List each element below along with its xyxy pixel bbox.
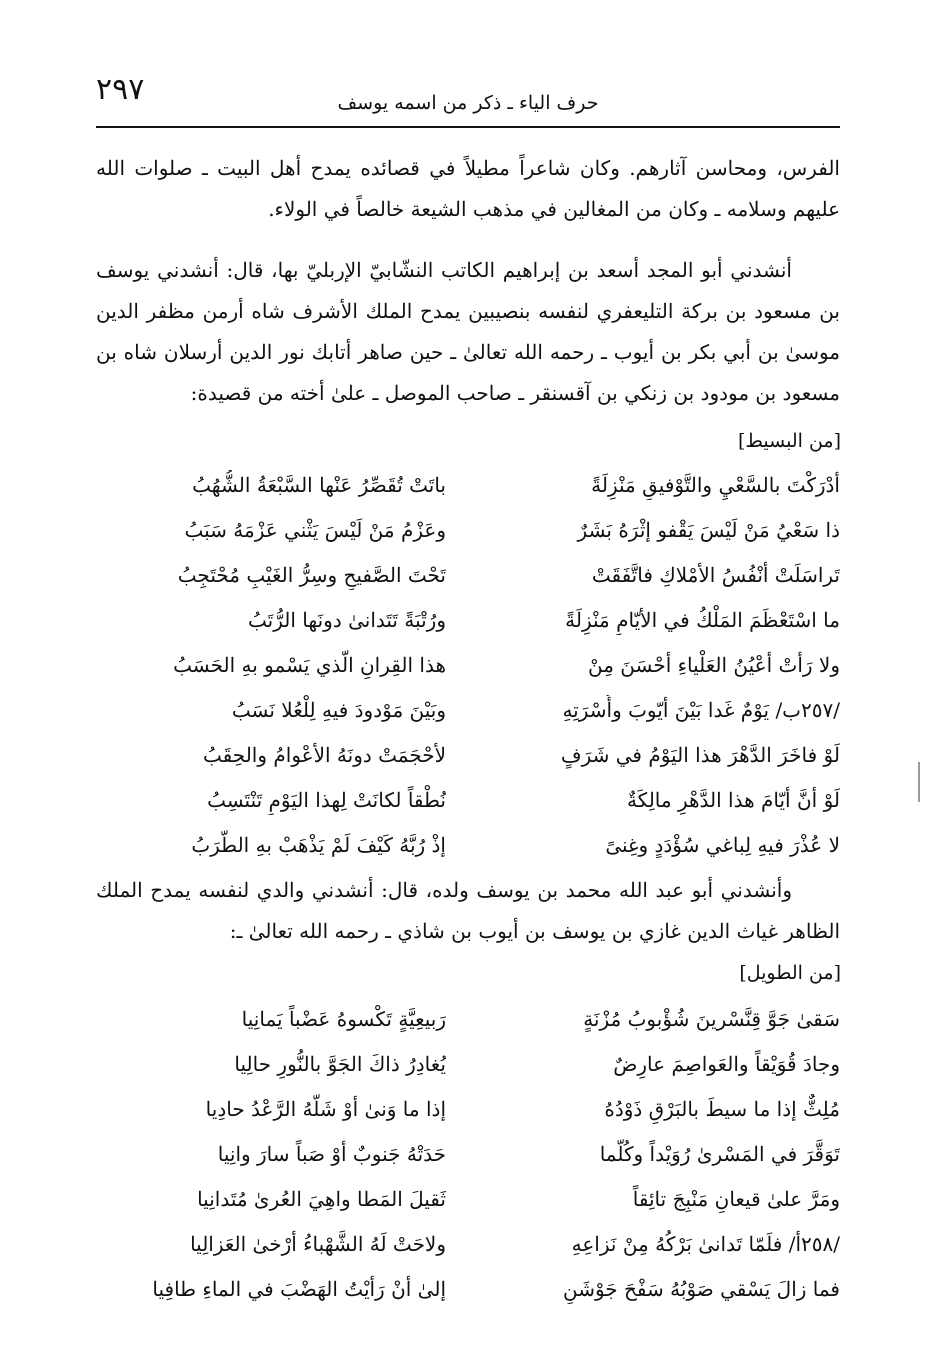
header-rule bbox=[96, 126, 840, 128]
intro-paragraph-poem1: أنشدني أبو المجد أسعد بن إبراهيم الكاتب النشّابيّ الإربليّ بها، قال: أنشدني يوسف بن مسعود بن بركة التليعفري لنفسه بنصيبين يمدح الملك الأشرف شاه أرمن مظفر الدين موسىٰ بن أبي بكر بن أيوب ـ رحمه الله تعالىٰ ـ حين صاهر أتابك نور الدين أرسلان شاه بن مسعود بن مودود بن زنكي بن آقسنقر ـ صاحب الموصل ـ علىٰ أخته من قصيدة: bbox=[96, 258, 840, 405]
verse-line bbox=[96, 777, 840, 822]
verse-line bbox=[96, 507, 840, 552]
first-hemistich: لَوْ فاخَرَ الدَّهْرَ هذا اليَوْمُ في شَرَفٍ bbox=[560, 742, 840, 767]
verse-line bbox=[96, 597, 840, 642]
meter-label-poem1: [من البسيط] bbox=[737, 430, 841, 452]
second-hemistich: ولاحَتْ لَهُ الشَّهْباءُ أرْخىٰ العَزالِيا bbox=[190, 1231, 446, 1256]
intro-paragraph-poem2: وأنشدني أبو عبد الله محمد بن يوسف ولده، قال: أنشدني والدي لنفسه يمدح الملك الظاهر غياث الدين غازي بن يوسف بن أيوب بن شاذي ـ رحمه الله تعالىٰ ـ: bbox=[96, 878, 840, 943]
verse-line bbox=[96, 732, 840, 777]
verse-line bbox=[96, 822, 840, 867]
first-hemistich: أدْرَكْتَ بالسَّعْيِ والتَّوْفيقِ مَنْزِلَةً bbox=[591, 472, 840, 497]
first-hemistich: ذا سَعْيُ مَنْ لَيْسَ يَقْفو إثْرَهُ بَشَرٌ bbox=[577, 517, 840, 542]
poem1-verses bbox=[96, 462, 840, 867]
first-hemistich: تَراسَلَتْ أنْفُسُ الأمْلاكِ فاتَّفَقَتْ bbox=[591, 562, 840, 587]
second-hemistich: وبَيْنَ مَوْدودَ فيهِ لِلْعُلا نَسَبُ bbox=[231, 697, 446, 722]
verse-line bbox=[96, 1041, 840, 1086]
first-hemistich: لا عُذْرَ فيهِ لِباغي سُؤْدَدٍ وغِنىً bbox=[605, 832, 840, 857]
first-hemistich: ولا رَأتْ أعْيُنُ العَلْياءِ أحْسَنَ مِنْ bbox=[587, 652, 840, 677]
verse-line bbox=[96, 996, 840, 1041]
first-hemistich: وجادَ قُوَيْقاً والعَواصِمَ عارِضٌ bbox=[613, 1051, 840, 1076]
second-hemistich: هذا القِرانِ الَّذي يَسْمو بهِ الحَسَبُ bbox=[173, 652, 446, 677]
first-hemistich: لَوْ أنَّ أيّامَ هذا الدَّهْرِ مالِكَةٌ bbox=[626, 787, 840, 812]
second-hemistich: باتَتْ تُقَصِّرُ عَنْها السَّبْعَةُ الشُّهُبُ bbox=[192, 472, 446, 497]
verse-line bbox=[96, 642, 840, 687]
second-hemistich: إلىٰ أنْ رَأيْتُ الهَضْبَ في الماءِ طافِيا bbox=[152, 1276, 446, 1301]
meter-label-poem2: [من الطويل] bbox=[739, 962, 841, 984]
second-hemistich: حَدَتْهُ جَنوبٌ أوْ صَباً سارَ وانِيا bbox=[217, 1141, 446, 1166]
first-hemistich: /٢٥٧ب/ يَوْمٌ غَدا بَيْنَ أيّوبَ وأُسْرَتِهِ bbox=[562, 697, 840, 722]
second-hemistich: ورُتْبَةً تَتَدانىٰ دونَها الرُّتَبُ bbox=[248, 607, 446, 632]
first-hemistich: سَقىٰ جَوَّ قِنَّسْرينَ شُؤْبوبُ مُزْنَةٍ bbox=[583, 1006, 840, 1031]
verse-line bbox=[96, 1221, 840, 1266]
second-hemistich: إذا ما وَنىٰ أوْ شَلَّهُ الرَّعْدُ حادِيا bbox=[205, 1096, 446, 1121]
verse-line bbox=[96, 1176, 840, 1221]
second-hemistich: لأحْجَمَتْ دونَهُ الأعْوامُ والحِقَبُ bbox=[203, 742, 446, 767]
opening-paragraph: الفرس، ومحاسن آثارهم. وكان شاعراً مطيلاً في قصائده يمدح أهل البيت ـ صلوات الله عليهم وسلامه ـ وكان من المغالين في مذهب الشيعة خالصاً في الولاء. bbox=[96, 156, 840, 221]
second-hemistich: ثَقيلَ المَطا واهِيَ العُرىٰ مُتَدانِيا bbox=[197, 1186, 446, 1211]
first-hemistich: مُلِثٌّ إذا ما سيطَ بالبَرْقِ ذَوْدُهُ bbox=[604, 1096, 840, 1121]
running-head: حرف الياء ـ ذكر من اسمه يوسف bbox=[337, 92, 599, 114]
verse-line bbox=[96, 1086, 840, 1131]
poem2-verses bbox=[96, 996, 840, 1311]
first-hemistich: ومَرَّ علىٰ قيعانِ مَنْبِجَ تائِقاً bbox=[632, 1186, 840, 1211]
second-hemistich: وعَزْمُ مَنْ لَيْسَ يَثْني عَزْمَهُ سَبَبُ bbox=[184, 517, 446, 542]
page-number: ٢٩٧ bbox=[96, 72, 145, 107]
second-hemistich: نُطْقاً لكانَتْ لِهذا اليَوْمِ تَنْتَسِبُ bbox=[207, 787, 446, 812]
verse-line bbox=[96, 552, 840, 597]
second-hemistich: يُغادِرُ ذاكَ الجَوَّ بالنُّورِ حالِيا bbox=[234, 1051, 446, 1076]
first-hemistich: /٢٥٨أ/ فلَمّا تَدانىٰ بَرْكُهُ مِنْ نَزاعِهِ bbox=[571, 1231, 840, 1256]
second-hemistich: رَبيعِيَّةٍ تَكْسوهُ عَضْباً يَمانِيا bbox=[241, 1006, 446, 1031]
first-hemistich: فما زالَ يَسْقي صَوْبُهُ سَفْحَ جَوْشَنٍ bbox=[562, 1276, 840, 1301]
first-hemistich: تَوَقَّرَ في المَسْرىٰ رُوَيْداً وكُلَّما bbox=[599, 1141, 840, 1166]
second-hemistich: تَحْتَ الصَّفيحِ وسِرُّ الغَيْبِ مُحْتَجِبُ bbox=[177, 562, 446, 587]
first-hemistich: ما اسْتَعْظَمَ المَلْكُ في الأيّامِ مَنْزِلَةً bbox=[565, 607, 840, 632]
verse-line bbox=[96, 1131, 840, 1176]
margin-mark bbox=[918, 762, 920, 802]
verse-line bbox=[96, 1266, 840, 1311]
second-hemistich: إذْ رُبَّهُ كَيْفَ لَمْ يَذْهَبْ بهِ الطَّرَبُ bbox=[191, 832, 446, 857]
verse-line bbox=[96, 687, 840, 732]
verse-line bbox=[96, 462, 840, 507]
